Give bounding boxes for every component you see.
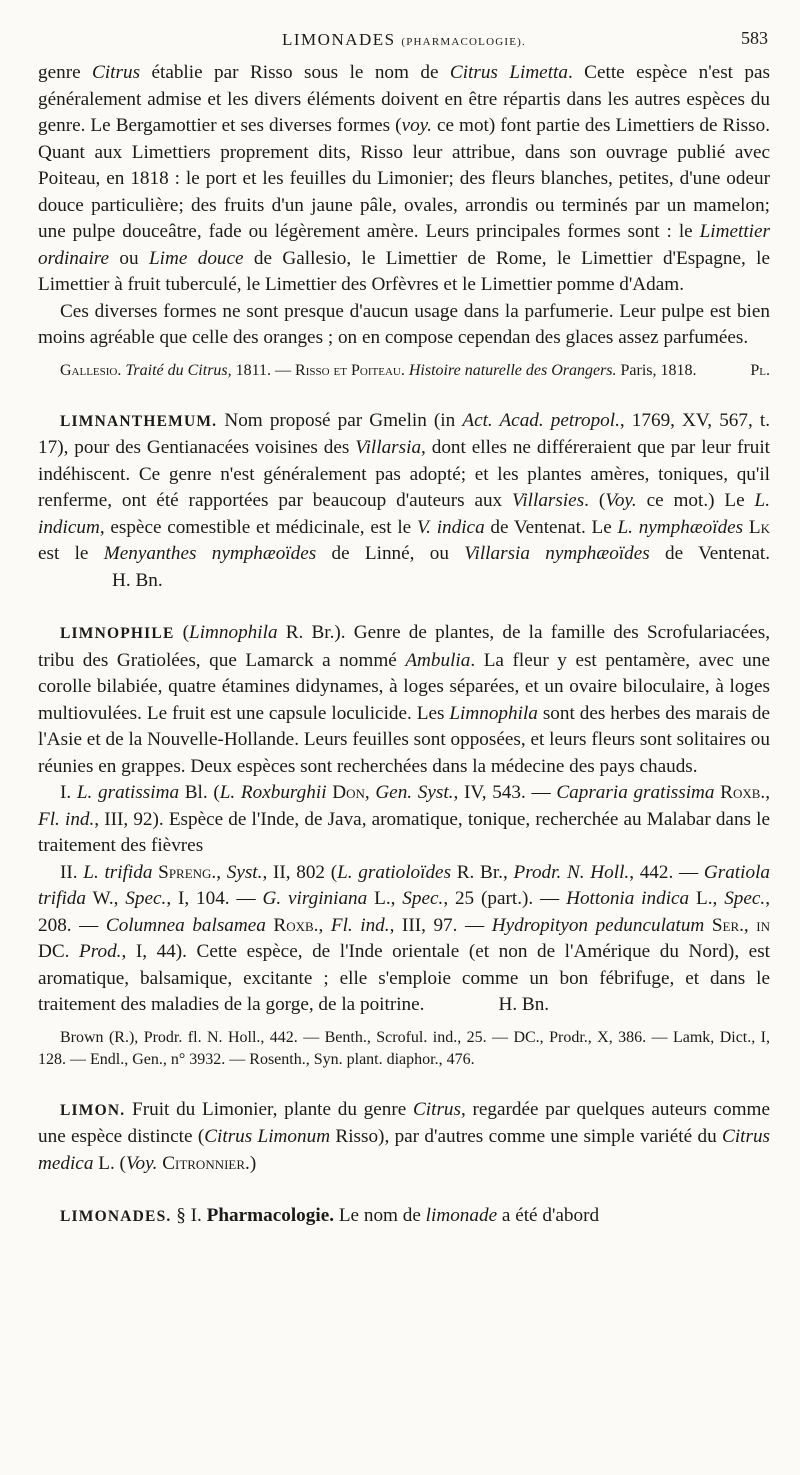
- text-run: . La fleur y est pentamère, avec une corolle bilabiée, quatre étamines didynames, à loges séparées, et un ovaire biloculaire, à loges multiovulées. Le fruit est une capsule loculicide. Les: [38, 649, 770, 724]
- text-run: L. gratioloïdes: [337, 861, 452, 883]
- text-run: Limnophila: [189, 622, 278, 643]
- text-run: , 1769, XV, 567, t. 17), pour des Gentianacées voisines des: [38, 409, 770, 458]
- text-run: . (: [584, 490, 606, 511]
- text-run: Ser., in DC.: [38, 914, 771, 962]
- text-run: Menyanthes nymphæoïdes: [103, 543, 317, 564]
- text-run: limonade: [425, 1205, 498, 1226]
- text-run: de Ventenat. Le: [484, 516, 618, 538]
- limettier-references: [38, 360, 770, 382]
- text-run: , 25 (part.). —: [443, 888, 567, 909]
- text-run: Lime douce: [149, 247, 244, 269]
- text-run: Bl. (: [179, 782, 220, 803]
- text-run: voy.: [401, 115, 432, 136]
- limnophile-references: Brown (R.), Prodr. fl. N. Holl., 442. — Benth., Scroful. ind., 25. — DC., Prodr., X, 386. — Lamk, Dict., I, 128. — Endl., Gen., n° 3932. — Rosenth., Syn. plant. diaphor., 476.: [38, 1028, 770, 1068]
- text-run: Roxb.,: [265, 914, 331, 936]
- text-run: ce mot) font partie des Limettiers de Risso. Quant aux Limettiers proprement dits, Risso leur attribue, dans son ouvrage publié avec Poiteau, en 1818 : le port et les feuilles du Limonier; des fleurs blanches, petites, d'une odeur douce particulière; des fruits d'un jaune pâle, ovales, arrondis ou terminés par un mamelon; une pulpe douceâtre, fade ou légèrement amère. Leurs principales formes sont : le: [38, 115, 771, 242]
- text-run: L. trifida: [83, 861, 153, 883]
- text-run: de Linné, ou: [316, 543, 465, 564]
- text-run: Fl. ind.: [330, 914, 390, 936]
- text-run: W.,: [85, 888, 126, 909]
- text-run: 1811. —: [231, 361, 296, 379]
- text-run: ou: [109, 247, 149, 269]
- text-run: Le nom de: [334, 1205, 426, 1226]
- text-run: Syst.: [226, 861, 263, 883]
- text-run: Citrus: [92, 62, 141, 83]
- text-run: R. Br.). Genre de plantes, de la famille des Scrofulariacées, tribu des Gratiolées, que Lamarck a nommé: [38, 622, 770, 671]
- text-run: Spreng.,: [152, 861, 227, 883]
- text-run: Histoire naturelle des Orangers.: [408, 361, 617, 379]
- text-run: Hottonia indica: [566, 888, 690, 909]
- text-run: , IV, 543. —: [453, 782, 557, 803]
- text-run: Villarsies: [512, 490, 585, 511]
- text-run: II.: [60, 861, 84, 883]
- text-run: L. gratissima: [76, 782, 180, 803]
- text-run: , regardée par quelques auteurs comme une espèce distincte (: [38, 1098, 770, 1147]
- text-run: , I, 44). Cette espèce, de l'Inde orientale (et non de l'Amérique du Nord), est aromatique, balsamique, excitante ; elle s'emploie comme un bon fébrifuge, et dans le traitement des maladies de la gorge, de la poitrine.: [38, 941, 770, 1015]
- text-run: L.,: [689, 888, 725, 909]
- text-run: ce mot.) Le: [636, 490, 755, 511]
- text-run: Limettier ordinaire: [38, 221, 770, 269]
- text-run: Hydropityon pedunculatum: [491, 914, 705, 936]
- entry-limnophile: [38, 620, 770, 780]
- text-run: Gallesio.: [60, 361, 122, 379]
- text-run: sont des herbes des marais de l'Asie et de la Nouvelle-Hollande. Leurs feuilles sont opposées, et leurs fleurs sont solitaires ou réunies en grappes. Deux espèces sont recherchées dans la médecine des pays chauds.: [38, 702, 770, 777]
- entry-limnanthemum: [38, 408, 770, 595]
- text-run: L.,: [367, 888, 403, 909]
- limnophile-species-1: [38, 780, 770, 860]
- limettier-paragraph-2: Ces diverses formes ne sont presque d'aucun usage dans la parfumerie. Leur pulpe est bien moins agréable que celle des oranges ; on en compose cependan des glaces assez parfumées.: [38, 300, 770, 348]
- text-run: . Cette espèce n'est pas généralement admise et les divers éléments doivent en être répartis dans les autres espèces du genre. Le Bergamottier et ses diverses formes (: [38, 62, 770, 136]
- headword-limnophile: LIMNOPHILE: [60, 625, 175, 642]
- limettier-paragraph-1: [38, 60, 770, 299]
- text-run: Risso et Poiteau.: [295, 361, 405, 379]
- text-run: genre: [38, 62, 93, 83]
- text-run: Citrus: [412, 1098, 461, 1120]
- text-run: Villarsia nymphæoïdes: [464, 543, 650, 564]
- text-run: Nom proposé par Gmelin (in: [217, 409, 463, 431]
- text-run: Ambulia: [405, 649, 471, 671]
- text-run: L. Roxburghii: [219, 782, 327, 803]
- entry-limon: [38, 1097, 770, 1178]
- signature: Pl.: [750, 361, 770, 379]
- text-run: , II, 802 (: [262, 861, 338, 883]
- headword-limon: LIMON.: [60, 1101, 126, 1119]
- text-run: de Ventenat.: [649, 543, 770, 564]
- text-run: , III, 97. —: [389, 914, 492, 936]
- text-run: Citronnier: [162, 1152, 246, 1174]
- text-run: , dont elles ne différeraient que par leur fruit indéhiscent. Ce genre n'est généralement pas adopté; et les plantes amères, toniques, qu'il renferme, ont été rapportées par beaucoup d'auteurs aux: [38, 437, 770, 511]
- text-run: Traité du Citrus,: [125, 361, 232, 379]
- text-run: Villarsia: [355, 437, 422, 458]
- limnophile-species-2: [38, 860, 770, 1019]
- signature: H. Bn.: [498, 994, 550, 1015]
- text-run: I.: [60, 782, 77, 803]
- text-run: Lk: [743, 516, 770, 538]
- text-run: L. nymphæoïdes: [617, 516, 744, 538]
- text-run: R. Br.,: [451, 861, 514, 883]
- text-run: Capraria gratissima: [556, 782, 715, 803]
- text-run: Spec.: [402, 888, 444, 909]
- text-run: Spec.: [724, 888, 766, 909]
- text-run: Citrus Limetta: [449, 62, 568, 83]
- running-title: [38, 30, 770, 50]
- text-run: Fruit du Limonier, plante du genre: [125, 1098, 413, 1120]
- text-run: Voy.: [605, 490, 637, 511]
- running-title-main: LIMONADES: [282, 30, 396, 49]
- text-run: Risso), par d'autres comme une simple variété du: [330, 1126, 723, 1147]
- text-run: Gen. Syst.: [375, 782, 454, 803]
- text-run: , espèce comestible et médicinale, est le: [99, 516, 417, 538]
- text-run: Paris, 1818.: [616, 361, 697, 379]
- section-title: Pharmacologie.: [206, 1205, 335, 1226]
- text-run: est le: [38, 543, 104, 564]
- text-run: Limnophila: [449, 702, 538, 724]
- text-run: Prod.: [79, 941, 122, 962]
- text-run: § I.: [171, 1205, 207, 1226]
- text-run: de Gallesio, le Limettier de Rome, le Limettier d'Espagne, le Limettier à fruit tuberculé, le Limettier des Orfèvres et le Limettier pomme d'Adam.: [38, 247, 771, 295]
- signature: H. Bn.: [112, 569, 163, 591]
- headword-limonades: LIMONADES.: [60, 1208, 172, 1225]
- text-run: Don,: [326, 782, 376, 803]
- text-run: G. virginiana: [262, 888, 368, 909]
- text-run: Spec.: [125, 888, 167, 909]
- entry-limonades: [38, 1203, 770, 1231]
- text-run: établie par Risso sous le nom de: [140, 62, 450, 83]
- text-run: Prodr. N. Holl.: [513, 861, 630, 883]
- page-number: 583: [741, 28, 768, 48]
- text-run: V. indica: [416, 516, 485, 538]
- text-run: Voy.: [125, 1152, 158, 1174]
- headword-limnanthemum: LIMNANTHEMUM.: [60, 412, 218, 430]
- text-run: Columnea balsamea: [105, 914, 266, 936]
- running-title-sub: (PHARMACOLOGIE).: [401, 36, 526, 48]
- text-run: a été d'abord: [497, 1205, 600, 1226]
- text-run: Fl. ind.: [38, 808, 95, 830]
- text-run: , 442. —: [629, 861, 704, 883]
- text-run: .): [245, 1152, 257, 1174]
- text-run: Act. Acad. petropol.: [462, 409, 620, 431]
- text-run: L. (: [93, 1152, 126, 1174]
- text-run: Roxb.,: [714, 782, 771, 803]
- text-run: (: [174, 622, 190, 643]
- text-run: Gratiola trifida: [38, 861, 770, 909]
- running-head: [38, 28, 770, 60]
- text-run: , 208. —: [38, 888, 771, 936]
- text-run: Citrus medica: [38, 1126, 771, 1174]
- text-run: , III, 92). Espèce de l'Inde, de Java, aromatique, tonique, recherchée au Malabar dans le traitement des fièvres: [38, 808, 770, 856]
- text-run: Citrus Limonum: [204, 1126, 331, 1147]
- text-run: L. indicum: [38, 490, 770, 538]
- text-run: , I, 104. —: [166, 888, 263, 909]
- page: [38, 28, 770, 1231]
